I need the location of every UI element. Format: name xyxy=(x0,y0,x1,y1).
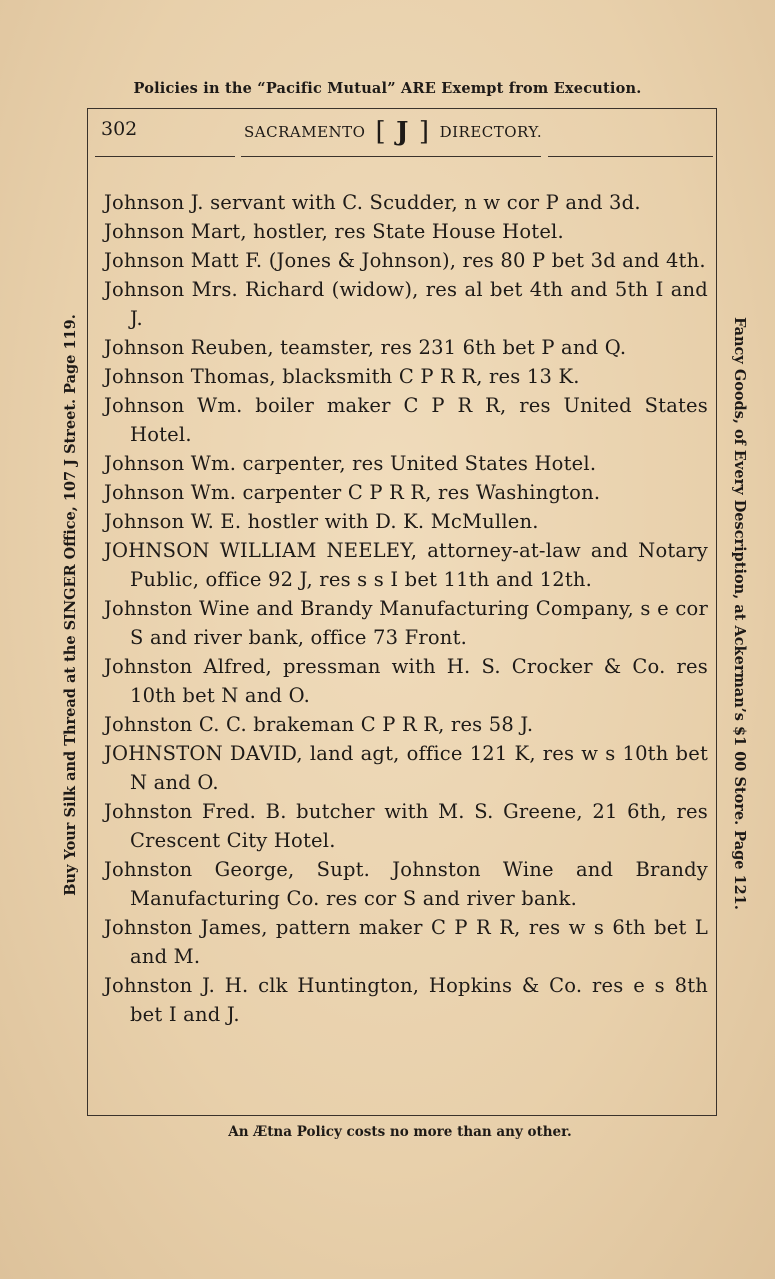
city-name: SACRAMENTO xyxy=(244,123,366,141)
directory-entry: JOHNSTON DAVID, land agt, office 121 K, res w s 10th bet N and O. xyxy=(104,742,708,794)
directory-entry: Johnson W. E. hostler with D. K. McMullen. xyxy=(104,510,539,533)
directory-entry: Johnson Mrs. Richard (widow), res al bet 4th and 5th I and J. xyxy=(104,278,708,330)
top-advertisement: Policies in the “Pacific Mutual” ARE Exempt from Execution. xyxy=(133,80,642,97)
header-rule-center xyxy=(241,156,541,157)
right-advertisement: Fancy Goods, of Every Description, at Ackerman’s $1 00 Store. Page 121. xyxy=(731,317,748,910)
directory-entry: Johnston Wine and Brandy Manufacturing Company, s e cor S and river bank, office 73 Front. xyxy=(104,597,708,649)
bracket-close: ] xyxy=(418,117,430,147)
directory-entry: JOHNSON WILLIAM NEELEY, attorney-at-law and Notary Public, office 92 J, res s s I bet 11th and 12th. xyxy=(104,539,708,591)
header-rule-right xyxy=(548,156,713,157)
directory-entry: Johnston J. H. clk Huntington, Hopkins & Co. res e s 8th bet I and J. xyxy=(104,974,708,1026)
directory-entry: Johnson Wm. carpenter C P R R, res Washington. xyxy=(104,481,601,504)
directory-entry: Johnston C. C. brakeman C P R R, res 58 J. xyxy=(104,713,534,736)
bottom-advertisement: An Ætna Policy costs no more than any other. xyxy=(228,1124,572,1140)
directory-entry: Johnston Fred. B. butcher with M. S. Greene, 21 6th, res Crescent City Hotel. xyxy=(104,800,708,852)
running-head xyxy=(244,117,542,147)
directory-label: DIRECTORY. xyxy=(439,123,543,141)
directory-entry: Johnson Mart, hostler, res State House Hotel. xyxy=(104,220,564,243)
page-number: 302 xyxy=(101,118,138,140)
directory-entry: Johnson Wm. carpenter, res United States Hotel. xyxy=(104,452,597,475)
directory-entry: Johnston James, pattern maker C P R R, res w s 6th bet L and M. xyxy=(104,916,708,968)
directory-entry: Johnson Matt F. (Jones & Johnson), res 80 P bet 3d and 4th. xyxy=(104,249,706,272)
directory-entries xyxy=(104,188,708,1029)
directory-entry: Johnson Wm. boiler maker C P R R, res United States Hotel. xyxy=(104,394,708,446)
directory-entry: Johnson Reuben, teamster, res 231 6th bet P and Q. xyxy=(104,336,627,359)
directory-entry: Johnson Thomas, blacksmith C P R R, res 13 K. xyxy=(104,365,580,388)
directory-entry: Johnston Alfred, pressman with H. S. Crocker & Co. res 10th bet N and O. xyxy=(104,655,708,707)
section-letter: J xyxy=(396,117,409,147)
bracket-open: [ xyxy=(375,117,387,147)
directory-entry: Johnston George, Supt. Johnston Wine and Brandy Manufacturing Co. res cor S and river bank. xyxy=(104,858,708,910)
header-rule-left xyxy=(95,156,235,157)
directory-entry: Johnson J. servant with C. Scudder, n w cor P and 3d. xyxy=(104,191,641,214)
left-advertisement: Buy Your Silk and Thread at the SINGER Office, 107 J Street. Page 119. xyxy=(62,314,79,896)
